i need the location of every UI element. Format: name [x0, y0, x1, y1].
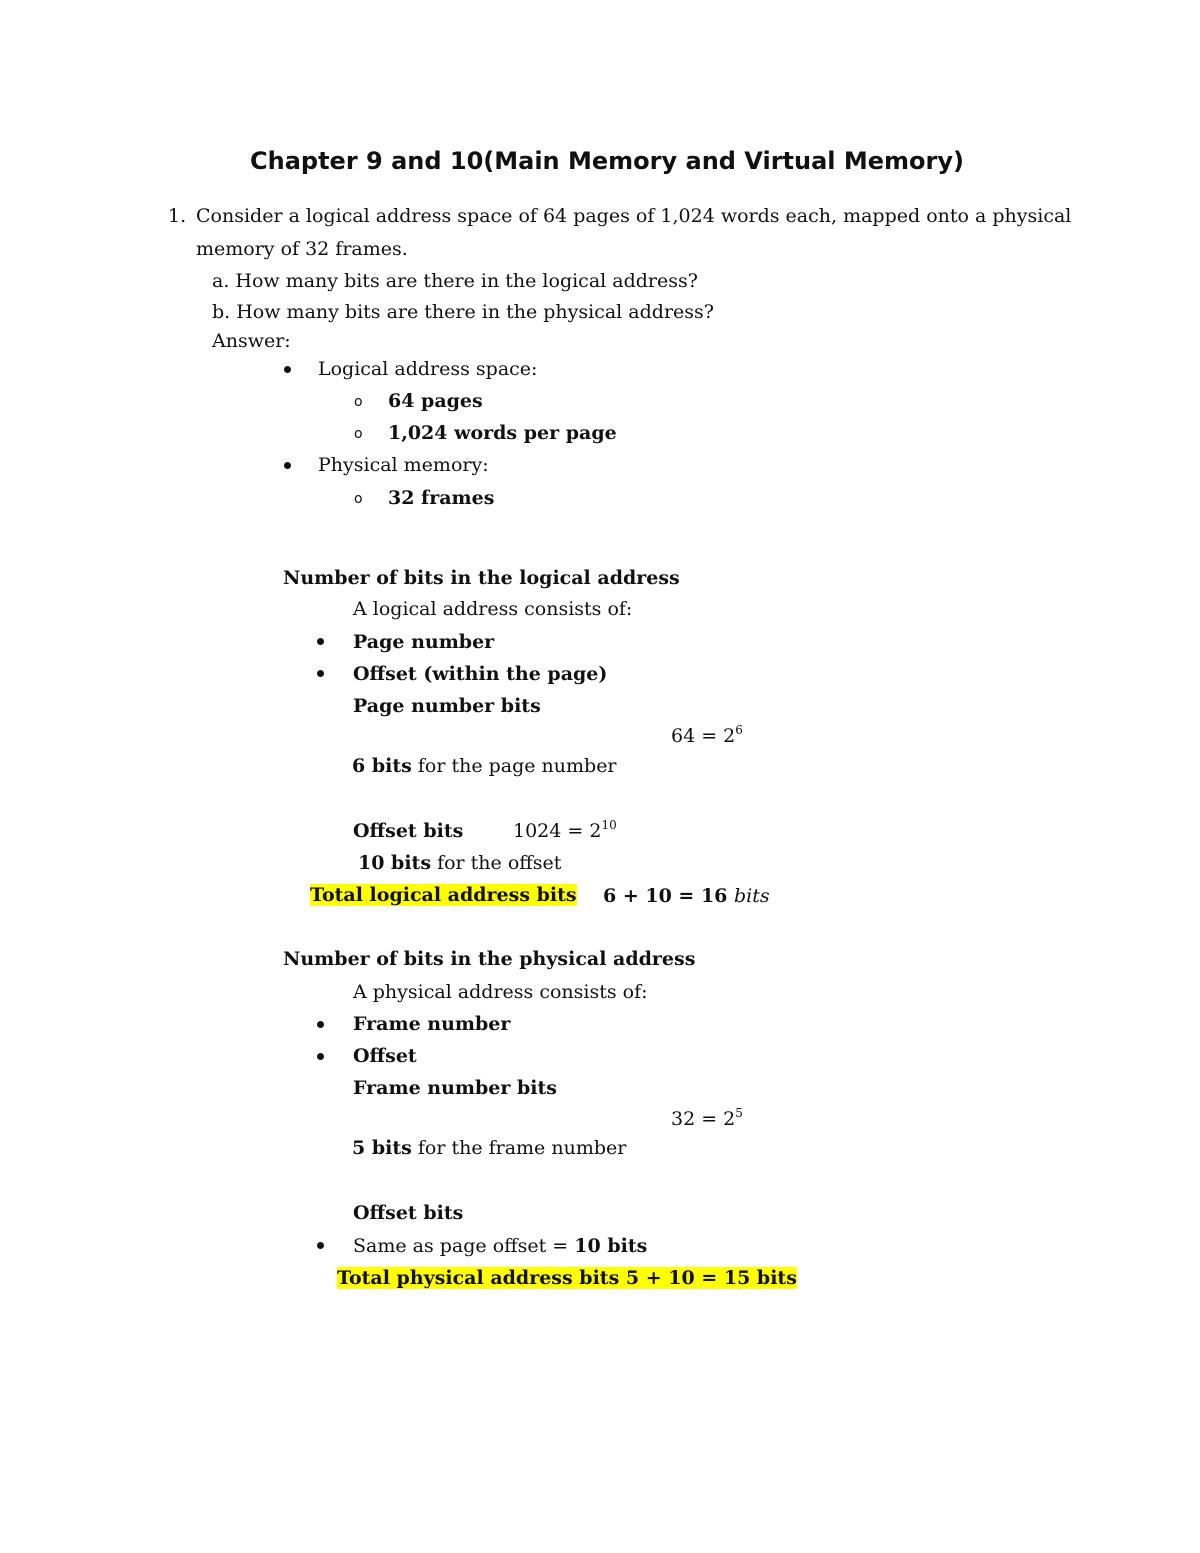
- same-as-offset: Same as page offset = 10 bits: [353, 1235, 648, 1257]
- bullet-icon: [317, 670, 324, 677]
- sub-bullet-icon: o: [354, 491, 363, 507]
- question-text-line2: memory of 32 frames.: [196, 238, 408, 260]
- total-logical-equation: 6 + 10 = 16 bits: [603, 885, 770, 907]
- logical-item-page-number: Page number: [353, 631, 495, 653]
- bullet-icon: [317, 1021, 324, 1028]
- frame-number-bits-label: Frame number bits: [353, 1077, 557, 1099]
- bullet-icon: [317, 638, 324, 645]
- answer-label: Answer:: [212, 330, 291, 352]
- physical-memory-label: Physical memory:: [318, 454, 489, 476]
- given-frames: 32 frames: [388, 487, 495, 509]
- question-part-a: a. How many bits are there in the logical address?: [212, 270, 698, 292]
- sub-bullet-icon: o: [354, 426, 363, 442]
- frame-bits-result: 5 bits for the frame number: [352, 1137, 627, 1159]
- page-bits-result: 6 bits for the page number: [352, 755, 617, 777]
- question-number: 1.: [168, 205, 187, 227]
- bullet-icon: [284, 366, 291, 373]
- total-physical: Total physical address bits 5 + 10 = 15 bits: [337, 1267, 797, 1289]
- offset-equation: $1024 = 2^{10}$: [513, 818, 617, 842]
- physical-heading: Number of bits in the physical address: [283, 948, 696, 970]
- logical-heading: Number of bits in the logical address: [283, 567, 680, 589]
- offset-bits-result: 10 bits for the offset: [358, 852, 562, 874]
- page-title: Chapter 9 and 10(Main Memory and Virtual Memory): [250, 147, 964, 175]
- physical-item-offset: Offset: [353, 1045, 417, 1067]
- physical-consists: A physical address consists of:: [353, 981, 648, 1003]
- question-part-b: b. How many bits are there in the physical address?: [212, 301, 714, 323]
- logical-consists: A logical address consists of:: [353, 598, 633, 620]
- physical-item-frame-number: Frame number: [353, 1013, 511, 1035]
- offset-bits-label: Offset bits: [353, 820, 464, 842]
- question-text-line1: Consider a logical address space of 64 pages of 1,024 words each, mapped onto a physical: [196, 205, 1072, 227]
- page-number-bits-label: Page number bits: [353, 695, 541, 717]
- bullet-icon: [317, 1242, 324, 1249]
- total-logical-label: Total logical address bits: [310, 884, 577, 906]
- logical-item-offset: Offset (within the page): [353, 663, 608, 685]
- physical-offset-bits-label: Offset bits: [353, 1202, 464, 1224]
- page-equation: $64 = 2^6$: [671, 723, 743, 747]
- sub-bullet-icon: o: [354, 394, 363, 410]
- bullet-icon: [284, 462, 291, 469]
- frame-equation: $32 = 2^5$: [671, 1106, 743, 1130]
- bullet-icon: [317, 1053, 324, 1060]
- given-pages: 64 pages: [388, 390, 483, 412]
- given-words: 1,024 words per page: [388, 422, 617, 444]
- logical-space-label: Logical address space:: [318, 358, 538, 380]
